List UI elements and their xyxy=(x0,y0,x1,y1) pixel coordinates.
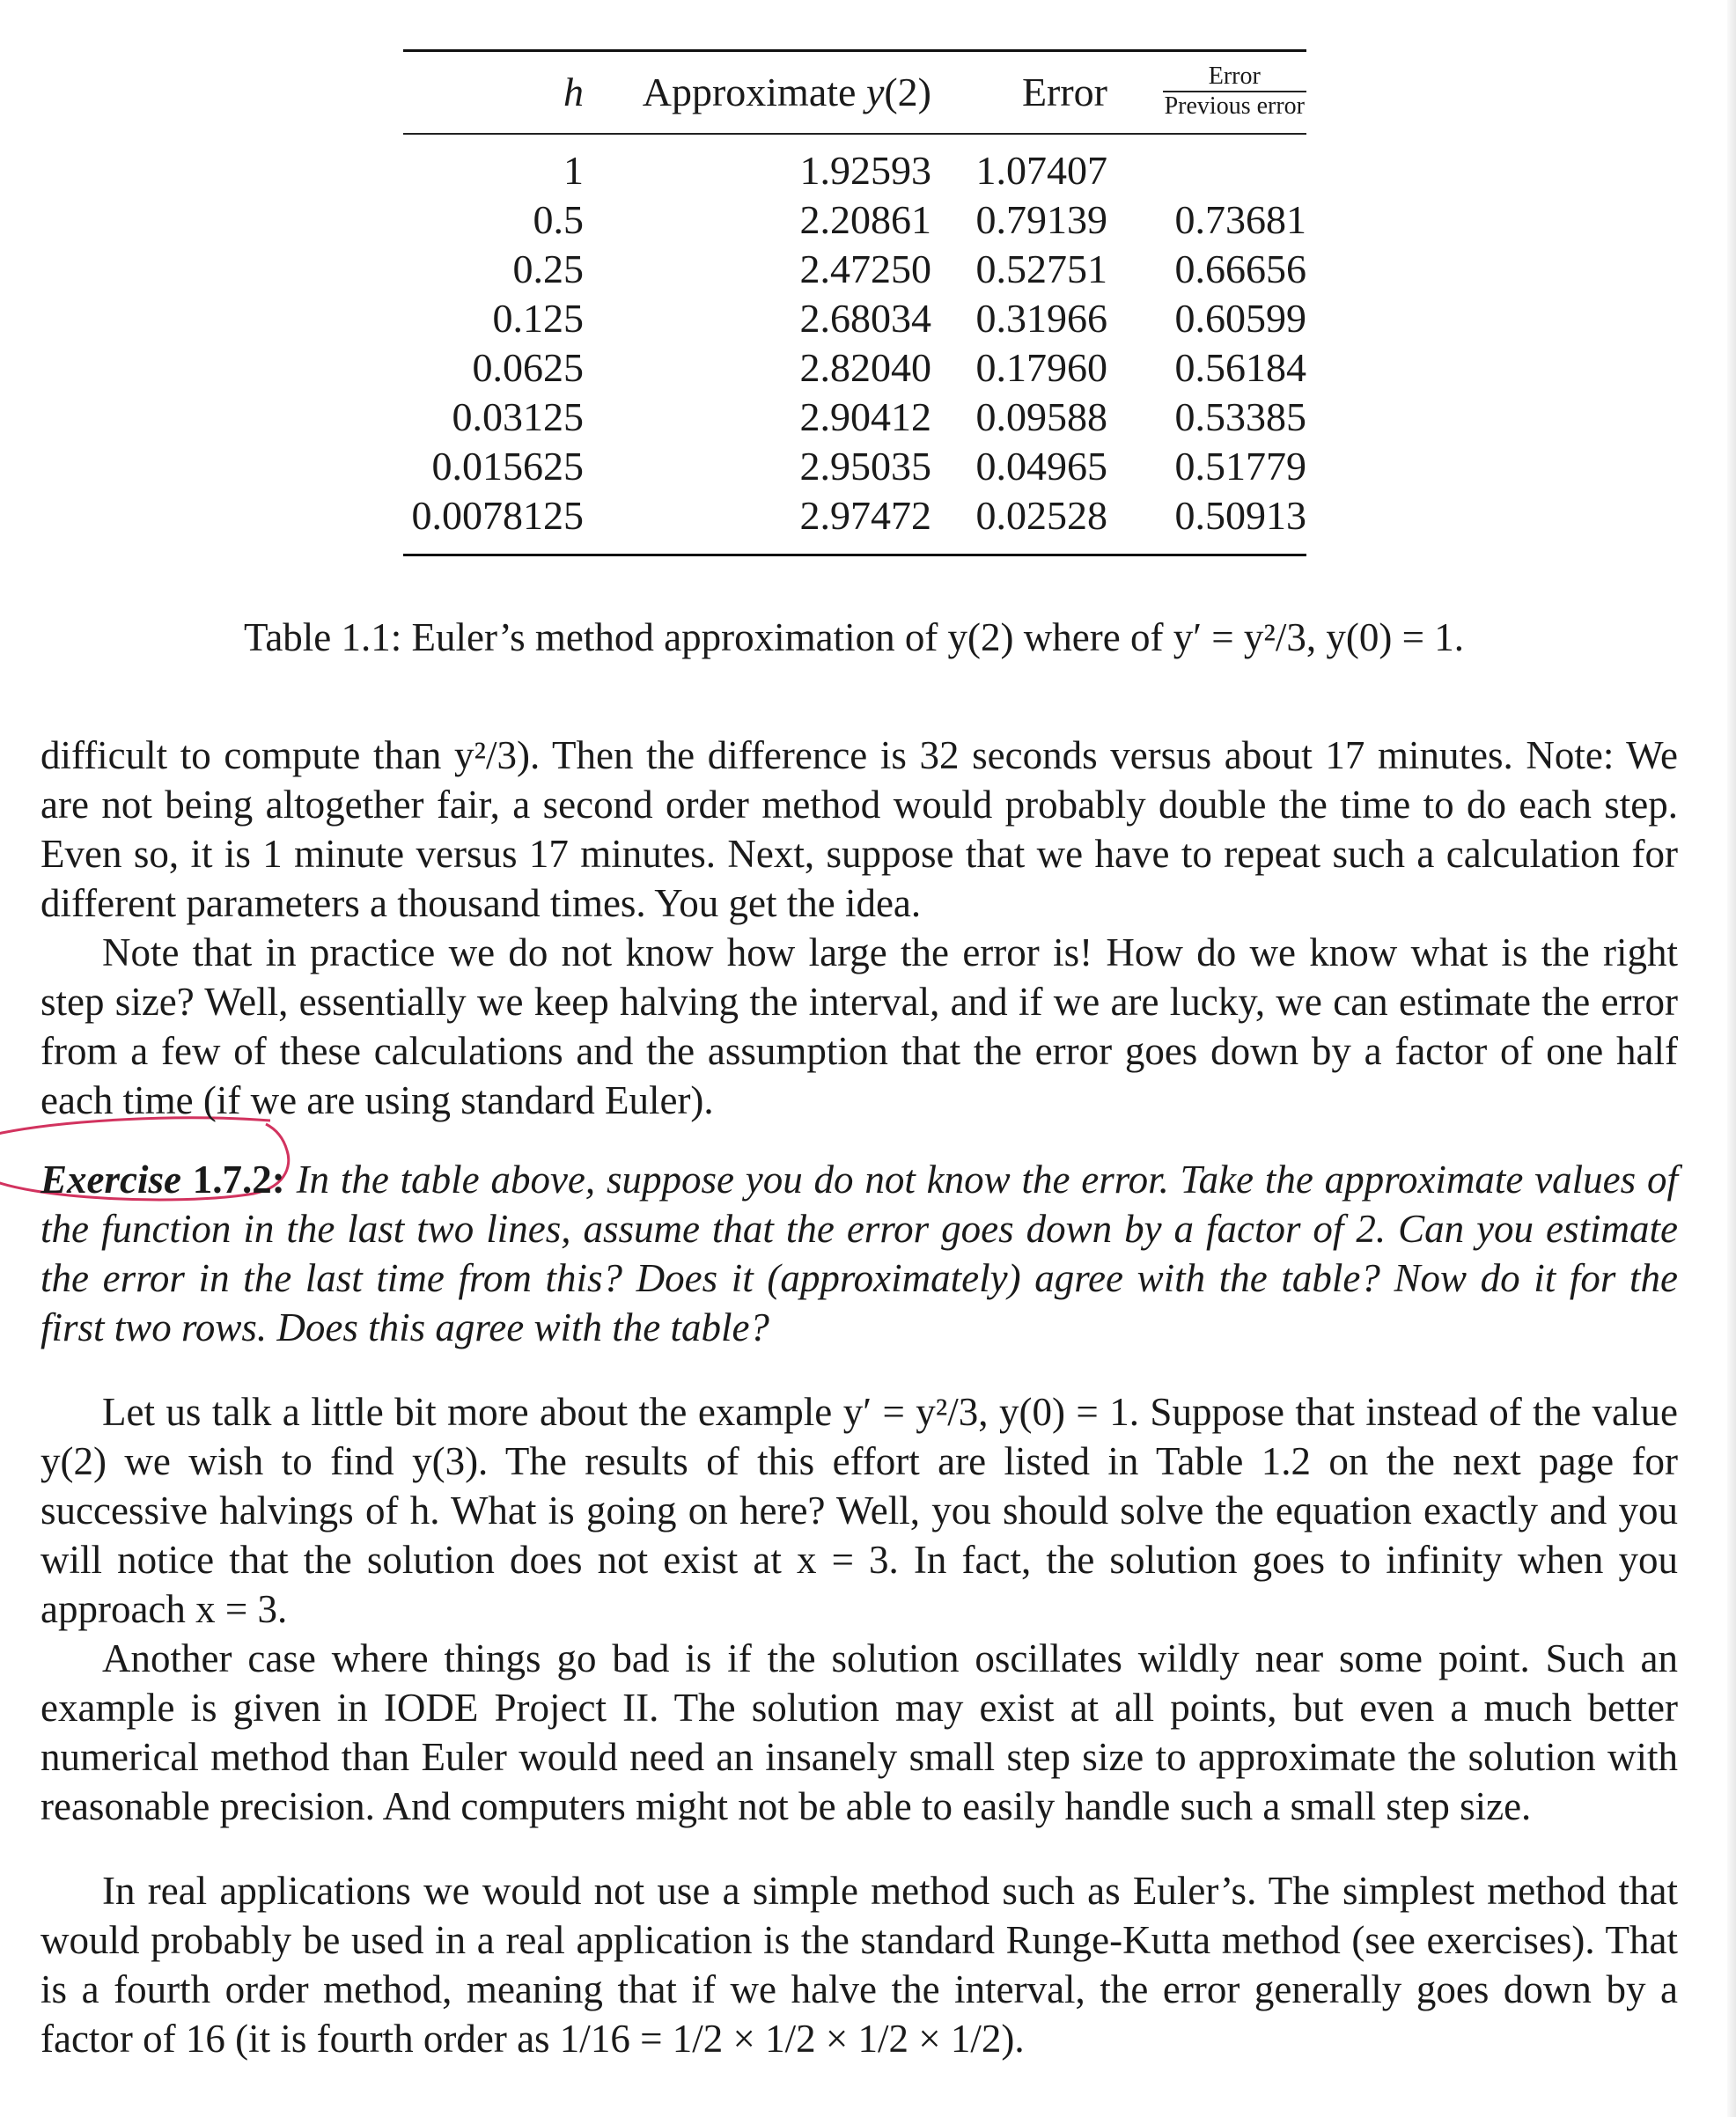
euler-table xyxy=(403,52,1306,133)
table-caption: Table 1.1: Euler’s method approximation of y(2) where of y′ = y²/3, y(0) = 1. xyxy=(243,615,1465,659)
header-ratio xyxy=(1107,52,1306,133)
cell-error: 0.04965 xyxy=(975,443,1107,489)
cell-h: 0.125 xyxy=(492,295,584,341)
table-row xyxy=(403,490,1306,540)
header-approx: Approximate y(2) xyxy=(642,69,931,114)
cell-approx: 2.95035 xyxy=(799,443,931,489)
header-h: h xyxy=(563,69,584,114)
cell-ratio: 0.56184 xyxy=(1174,344,1306,390)
cell-error: 0.02528 xyxy=(975,492,1107,538)
cell-ratio xyxy=(1107,145,1306,195)
paragraph-4: Another case where things go bad is if the solution oscillates wildly near some point. Such an example is given in IODE Project II. The solution may exist at all points, but even a much better numerical method than Euler would need an insanely small step size to approximate the solution with reasonable precision. And computers might not be able to easily handle such a small step size. xyxy=(40,1636,1678,1828)
table-row xyxy=(403,195,1306,244)
table-row xyxy=(403,145,1306,195)
cell-h: 0.0078125 xyxy=(411,492,584,538)
table-row xyxy=(403,342,1306,392)
paragraph-2: Note that in practice we do not know how large the error is! How do we know what is the right step size? Well, essentially we keep halving the interval, and if we are lucky, we can estimate the error from a few of these calculations and the assumption that the error goes down by a factor of one half each time (if we are using standard Euler). xyxy=(40,930,1678,1122)
cell-ratio: 0.50913 xyxy=(1174,492,1306,538)
cell-error: 0.52751 xyxy=(975,246,1107,291)
cell-approx: 2.68034 xyxy=(799,295,931,341)
exercise-label: Exercise 1.7.2: xyxy=(40,1158,285,1202)
exercise-block: Exercise 1.7.2: In the table above, suppose you do not know the error. Take the approximate values of the function in the last two lines, assume that the error goes down by a factor of 2. Can you estimate the error in the last time from this? Does it (approximately) agree with the table? Now do it for the first two rows. Does this agree with the table? xyxy=(40,1158,1678,1349)
body-text xyxy=(40,731,1678,2063)
scan-edge xyxy=(1727,0,1736,2117)
table-row xyxy=(403,441,1306,490)
euler-table-body xyxy=(403,145,1306,540)
table-mid-rule xyxy=(403,133,1306,135)
paragraph-3: Let us talk a little bit more about the example y′ = y²/3, y(0) = 1. Suppose that instead of the value y(2) we wish to find y(3). The results of this effort are listed in Table 1.2 on the next page for successive halvings of h. What is going on here? Well, you should solve the equation exactly and you will notice that the solution does not exist at x = 3. In fact, the solution goes to infinity when you approach x = 3. xyxy=(40,1390,1678,1631)
cell-approx: 2.90412 xyxy=(799,393,931,439)
results-table xyxy=(403,49,1306,556)
ratio-fraction: $\frac{\text{Error}}{\text{Previous error}}$ xyxy=(1164,62,1305,121)
cell-ratio: 0.60599 xyxy=(1174,295,1306,341)
cell-error: 1.07407 xyxy=(975,147,1107,193)
cell-h: 0.0625 xyxy=(472,344,584,390)
cell-h: 1 xyxy=(563,147,584,193)
cell-ratio: 0.51779 xyxy=(1174,443,1306,489)
table-bottom-rule xyxy=(403,554,1306,556)
paragraph-1: difficult to compute than y²/3). Then the difference is 32 seconds versus about 17 minutes. Note: We are not being altogether fair, a second order method would probably double the time to do each step. Even so, it is 1 minute versus 17 minutes. Next, suppose that we have to repeat such a calculation for different parameters a thousand times. You get the idea. xyxy=(40,733,1678,925)
cell-approx: 2.97472 xyxy=(799,492,931,538)
cell-error: 0.17960 xyxy=(975,344,1107,390)
cell-error: 0.79139 xyxy=(975,196,1107,242)
cell-error: 0.31966 xyxy=(975,295,1107,341)
cell-approx: 2.82040 xyxy=(799,344,931,390)
cell-h: 0.25 xyxy=(512,246,584,291)
cell-error: 0.09588 xyxy=(975,393,1107,439)
table-row xyxy=(403,392,1306,441)
cell-approx: 1.92593 xyxy=(799,147,931,193)
header-error: Error xyxy=(1021,69,1107,114)
cell-ratio: 0.66656 xyxy=(1174,246,1306,291)
cell-h: 0.015625 xyxy=(431,443,584,489)
paragraph-5: In real applications we would not use a simple method such as Euler’s. The simplest method that would probably be used in a real application is the standard Runge-Kutta method (see exercises). That is a fourth order method, meaning that if we halve the interval, the error generally goes down by a factor of 16 (it is fourth order as 1/16 = 1/2 × 1/2 × 1/2 × 1/2). xyxy=(40,1869,1678,2061)
cell-h: 0.03125 xyxy=(452,393,584,439)
table-header-row xyxy=(403,52,1306,133)
cell-approx: 2.47250 xyxy=(799,246,931,291)
cell-approx: 2.20861 xyxy=(799,196,931,242)
table-row xyxy=(403,293,1306,342)
table-row xyxy=(403,244,1306,293)
cell-ratio: 0.73681 xyxy=(1174,196,1306,242)
cell-h: 0.5 xyxy=(533,196,584,242)
cell-ratio: 0.53385 xyxy=(1174,393,1306,439)
